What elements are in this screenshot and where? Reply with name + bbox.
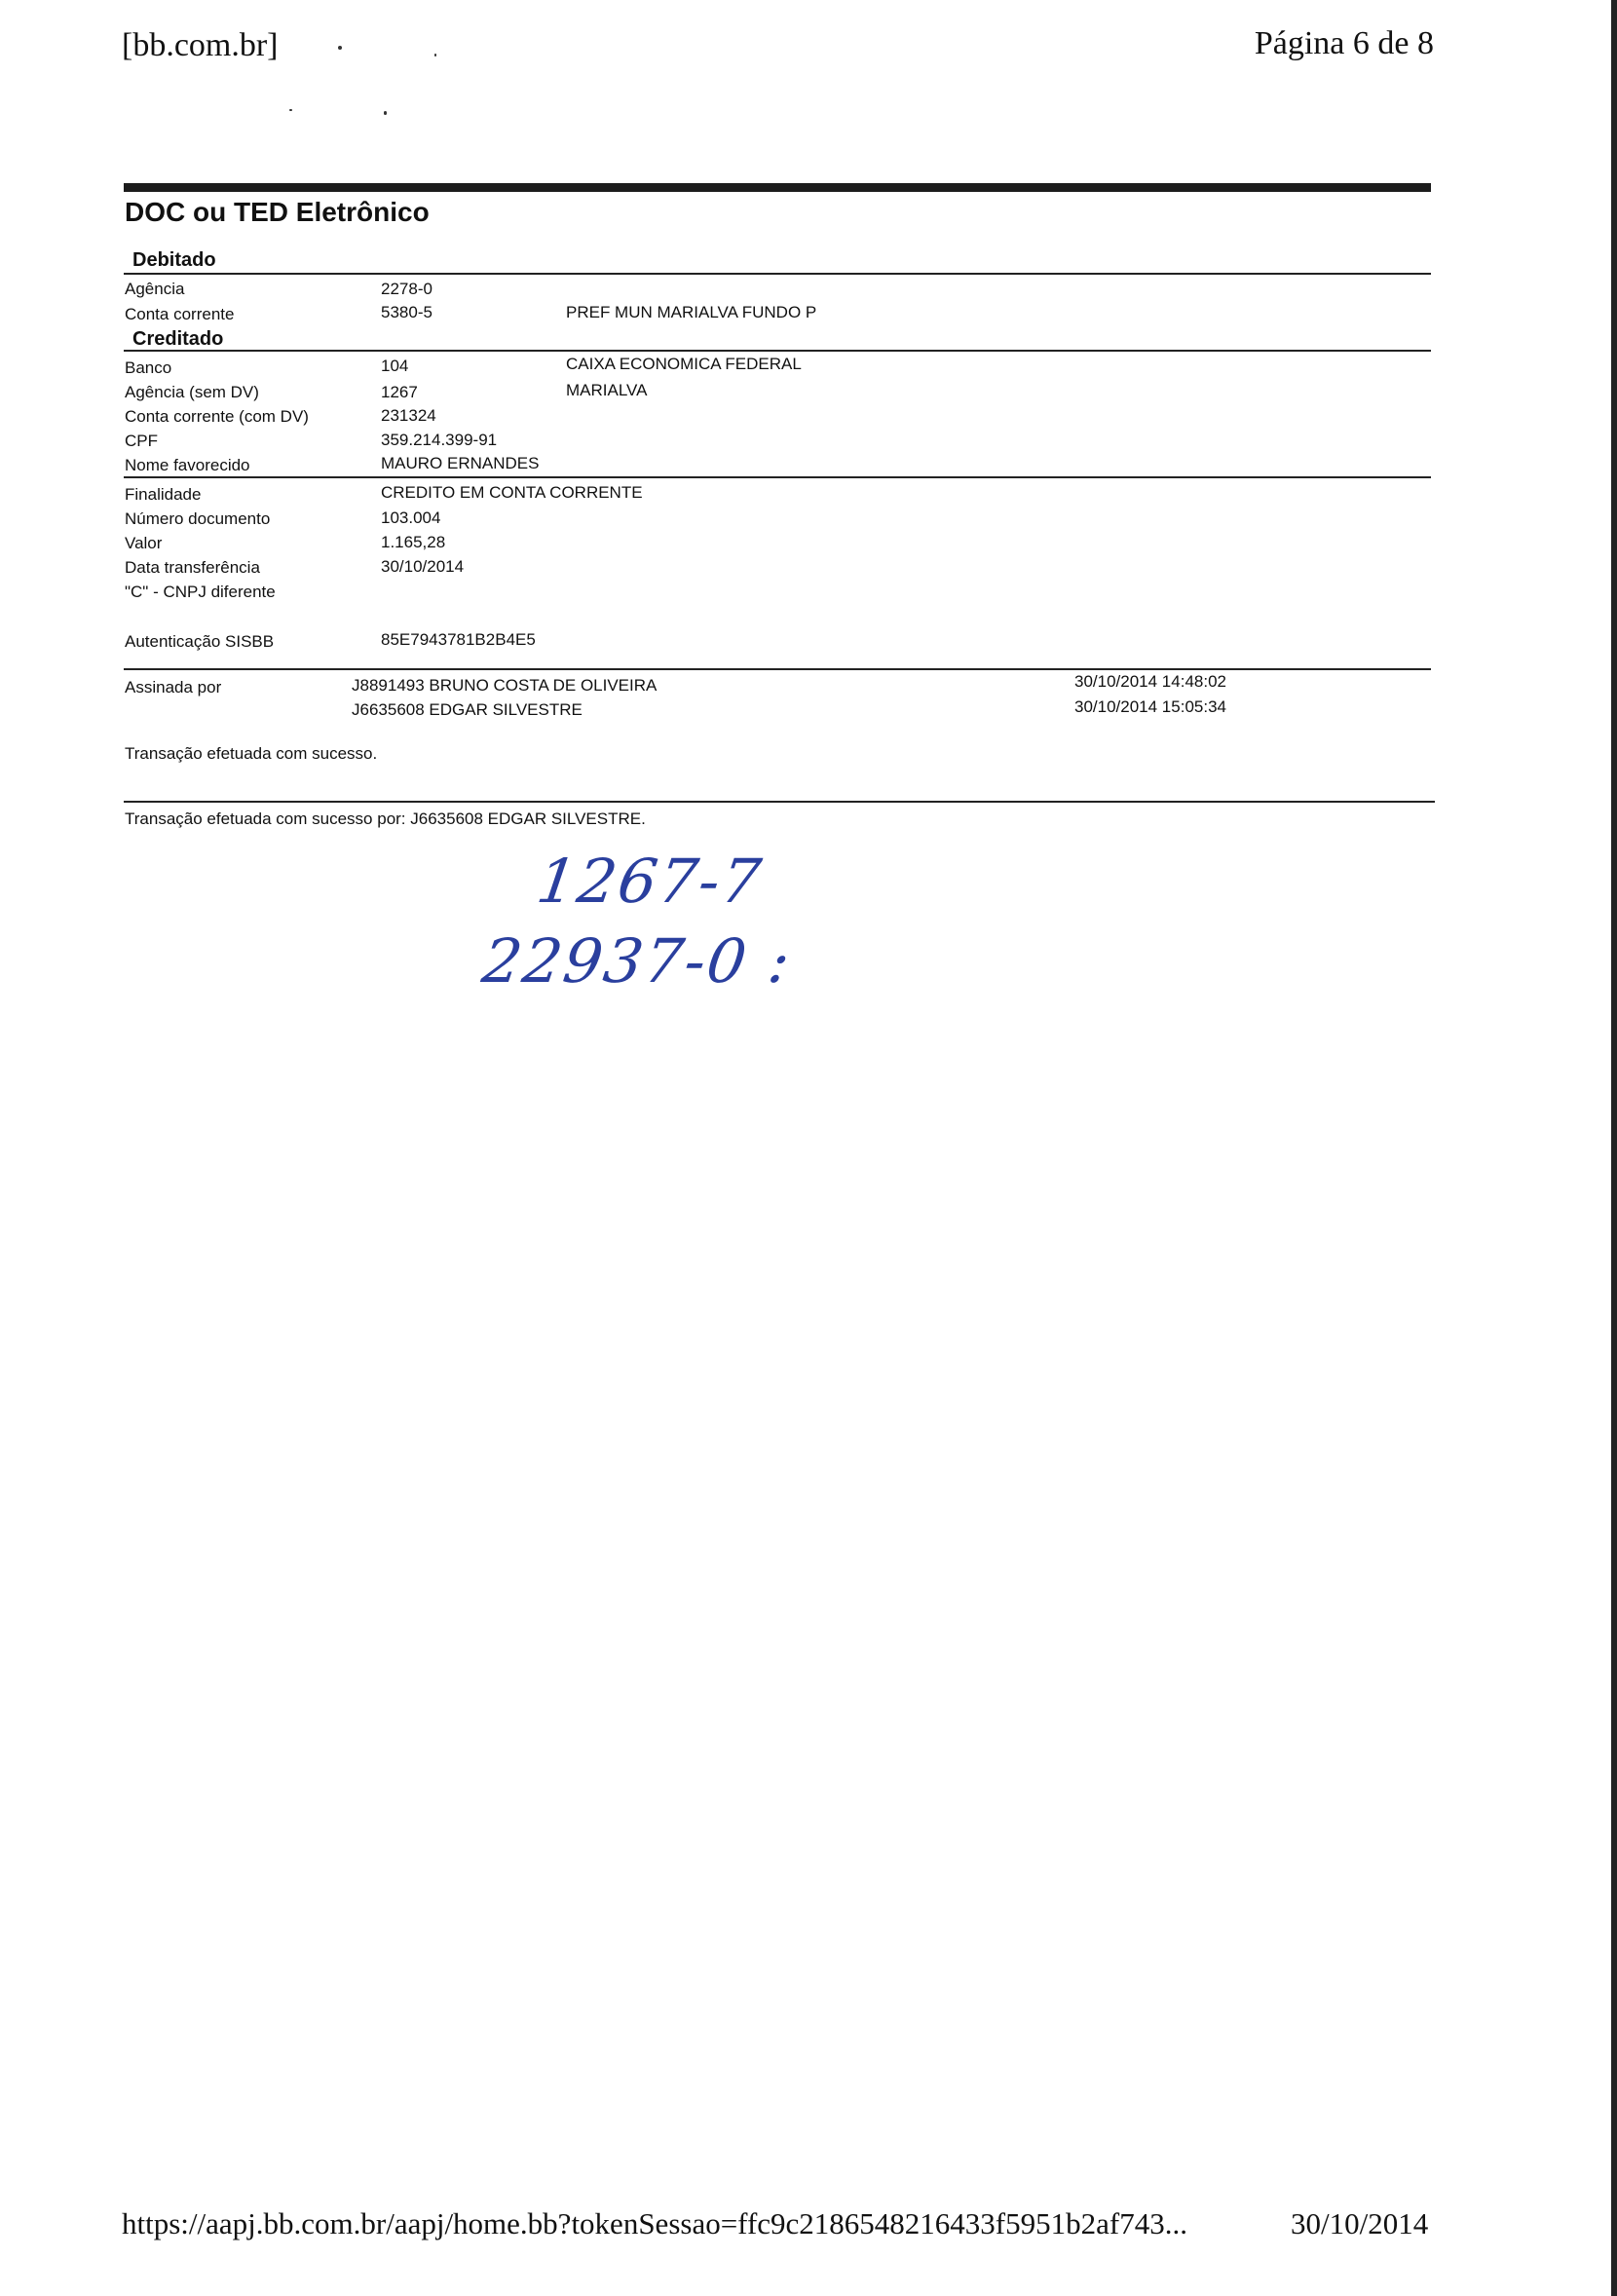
- signature-1-date: 30/10/2014 14:48:02: [1074, 672, 1226, 691]
- header-page-number: Página 6 de 8: [1254, 25, 1434, 61]
- footer-url: https://aapj.bb.com.br/aapj/home.bb?tokenSessao=ffc9c2186548216433f5951b2af743...: [122, 2206, 1187, 2240]
- autenticacao-value: 85E7943781B2B4E5: [381, 630, 536, 649]
- handwritten-agencia: 1267-7: [532, 846, 768, 917]
- signature-1-name: J8891493 BRUNO COSTA DE OLIVEIRA: [352, 676, 658, 695]
- handwritten-conta: 22937-0 :: [477, 925, 797, 997]
- credit-banco-value: 104: [381, 357, 409, 375]
- credit-conta-label: Conta corrente (com DV): [125, 407, 309, 426]
- scan-edge: [1611, 0, 1617, 2296]
- section-divider: [124, 273, 1431, 275]
- credit-cpf-value: 359.214.399-91: [381, 431, 498, 449]
- status-text: Transação efetuada com sucesso.: [125, 744, 378, 763]
- credit-banco-name: CAIXA ECONOMICA FEDERAL: [566, 355, 802, 373]
- credit-agencia-label: Agência (sem DV): [125, 383, 259, 401]
- section-divider: [124, 476, 1431, 478]
- autenticacao-label: Autenticação SISBB: [125, 632, 275, 651]
- signature-2-name: J6635608 EDGAR SILVESTRE: [352, 700, 583, 719]
- title-bar: [124, 183, 1431, 192]
- numero-documento-label: Número documento: [125, 509, 271, 528]
- credit-nome-label: Nome favorecido: [125, 456, 250, 474]
- credit-agencia-name: MARIALVA: [566, 381, 648, 399]
- credit-agencia-value: 1267: [381, 383, 418, 401]
- section-divider: [124, 350, 1431, 352]
- credit-nome-value: MAURO ERNANDES: [381, 454, 540, 472]
- finalidade-label: Finalidade: [125, 485, 202, 504]
- debit-conta-value: 5380-5: [381, 303, 432, 321]
- scan-speck: [434, 54, 436, 56]
- footer-date: 30/10/2014: [1291, 2206, 1429, 2240]
- data-transferencia-value: 30/10/2014: [381, 557, 465, 576]
- status-by-text: Transação efetuada com sucesso por: J6635608 EDGAR SILVESTRE.: [125, 809, 646, 828]
- section-divider: [124, 668, 1431, 670]
- document-title: DOC ou TED Eletrônico: [125, 197, 430, 227]
- valor-label: Valor: [125, 534, 163, 552]
- debit-agencia-value: 2278-0: [381, 280, 432, 298]
- scan-speck: [338, 46, 342, 50]
- credit-cpf-label: CPF: [125, 432, 158, 450]
- valor-value: 1.165,28: [381, 533, 446, 551]
- cnpj-diferente-label: "C" - CNPJ diferente: [125, 583, 276, 601]
- section-creditado: Creditado: [132, 328, 224, 350]
- credit-banco-label: Banco: [125, 358, 172, 377]
- scan-speck: [384, 111, 387, 115]
- section-debitado: Debitado: [132, 249, 216, 271]
- scan-speck: [289, 109, 292, 111]
- header-site: [bb.com.br]: [122, 27, 279, 63]
- signature-2-date: 30/10/2014 15:05:34: [1074, 697, 1226, 716]
- numero-documento-value: 103.004: [381, 508, 441, 527]
- assinada-por-label: Assinada por: [125, 678, 222, 696]
- section-divider: [124, 801, 1435, 803]
- credit-conta-value: 231324: [381, 406, 436, 425]
- debit-agencia-label: Agência: [125, 280, 185, 298]
- data-transferencia-label: Data transferência: [125, 558, 260, 577]
- debit-conta-name: PREF MUN MARIALVA FUNDO P: [566, 303, 817, 321]
- finalidade-value: CREDITO EM CONTA CORRENTE: [381, 483, 643, 502]
- debit-conta-label: Conta corrente: [125, 305, 235, 323]
